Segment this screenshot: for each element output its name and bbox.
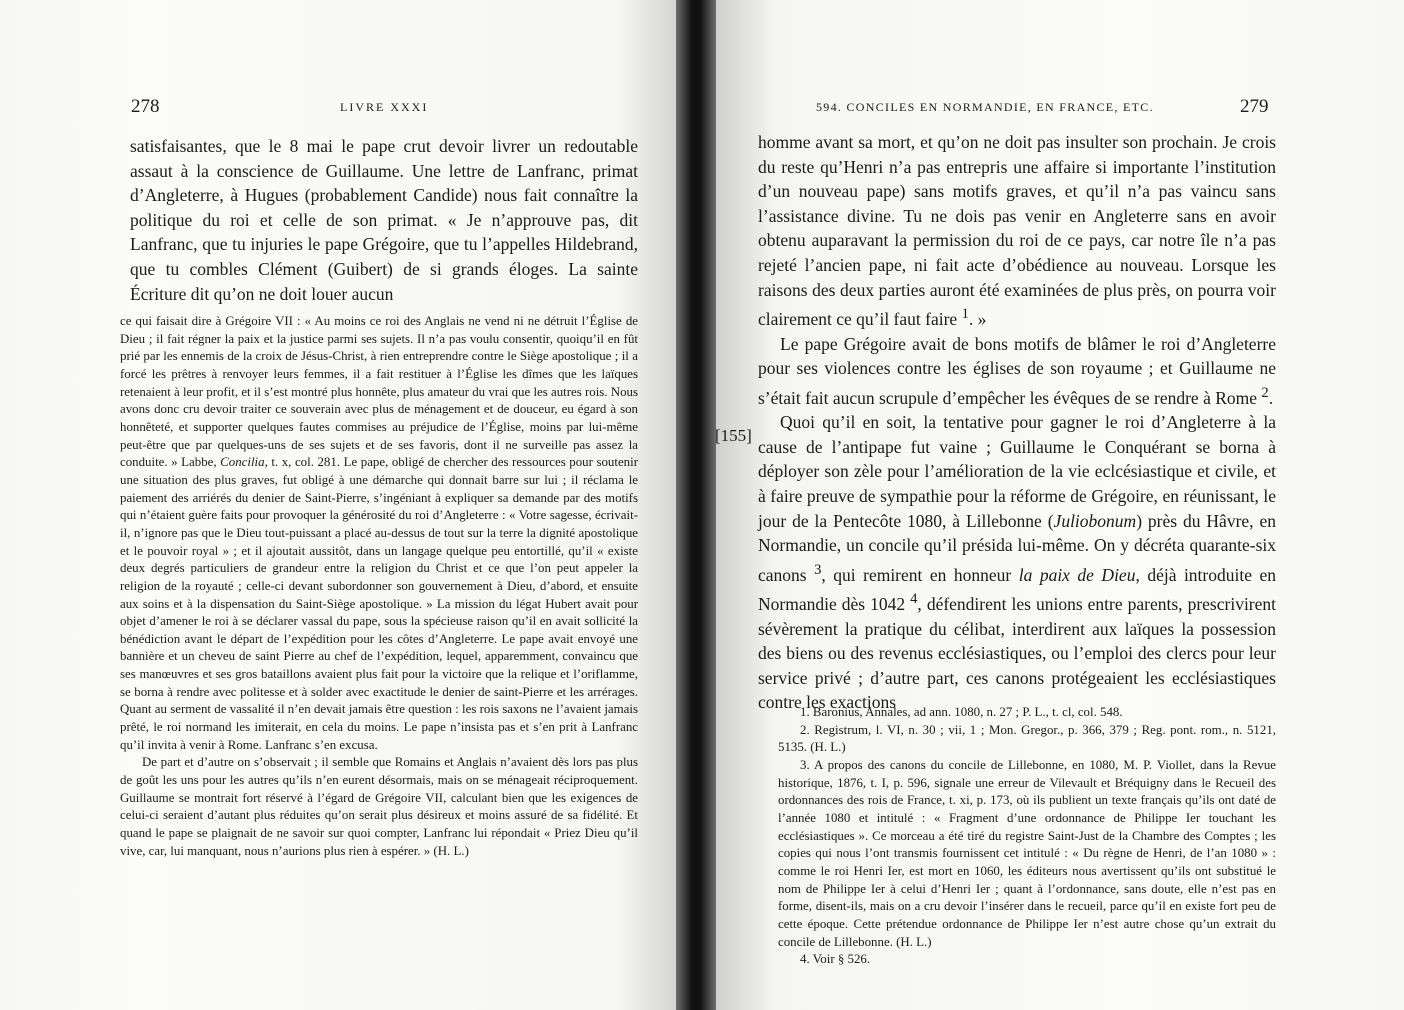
footnote-text: , t. x, col. 281. Le pape, obligé de chercher des ressources pour soutenir une situation des plus graves, fut obligé à une démarche qui donnait barre sur lui ; il réclama le paiement des arriérés du denier de Saint-Pierre, s’ingéniant à expliquer sa demande par des motifs qui n’étaient guère faits pour provoquer la générosité du roi d’Angleterre : « Votre sagesse, écrivait-il, n’ignore pas que le Dieu tout-puissant a placé au-dessus de tout sur la terre la dignité apostolique et le pouvoir royal » ; et il ajoutait aussitôt, dans un langage quelque peu entortillé, qu’il « existe deux degrés particuliers de grandeur entre la religion du Christ et ce que l’on peut appeler la religion de la royauté ; celle-ci devant subordonner son gouvernement à Dieu, d’abord, et ensuite aux soins et à la dispensation du Saint-Siège apostolique. » La mission du légat Hubert avait pour objet d’amener le roi à se déclarer vassal du pape, sous la spécieuse raison qu’il en avait sollicité la bénédiction avant le départ de l’expédition pour les côtes d’Angleterre. Le pape avait envoyé une bannière et un cheveu de saint Pierre au chef de l’expédition, lequel, apparemment, convaincu que ses manœuvres et ses gros bataillons avaient plus fait pour la victoire que la relique et l’oriflamme, se borna à rendre avec politesse et à solder avec exactitude le denier de saint-Pierre et les arrérages. Quant au serment de vassalité il n’en devait jamais être question : les rois saxons ne l’avaient jamais prêté, le roi normand les imiterait, en cela du moins. Le pape n’insista pas et s’en prit à Lanfranc qu’il invita à venir à Rome. Lanfranc s’en excusa. bbox=[120, 455, 638, 752]
footnotes bbox=[120, 313, 638, 860]
text-run: Le pape Grégoire avait de bons motifs de blâmer le roi d’Angleterre pour ses violences contre les églises de son royaume ; et Guillaume ne s’était fait aucun scrupule d’empêcher les évêques de se rendre à Rome bbox=[758, 333, 1276, 408]
page-number: 279 bbox=[1240, 96, 1269, 117]
footnote-ref[interactable]: 3 bbox=[814, 561, 822, 578]
footnote-paragraph: De part et d’autre on s’observait ; il semble que Romains et Anglais n’avaient dès lors pas plus de goût les uns pour les autres qu’ils n’en eurent désormais, mais on se ménageait réciproquement. Guillaume se montrait fort réservé à l’égard de Grégoire VII, calculant bien que les exigences de celui-ci seraient d’autant plus réduites qu’on serait plus désireux et moins assuré de sa fidélité. Et quand le pape se plaignait de ne savoir sur quoi compter, Lanfranc lui répondait « Priez Dieu qu’il vive, car, lui manquant, nous n’aurions plus rien à espérer. » (H. L.) bbox=[120, 755, 638, 858]
main-text bbox=[130, 134, 638, 306]
paragraph: satisfaisantes, que le 8 mai le pape crut devoir livrer un redoutable assaut à la conscience de Guillaume. Une lettre de Lanfranc, primat d’Angleterre, à Hugues (probablement Candide) nous fait connaître la politique du roi et celle de son primat. « Je n’approuve pas, dit Lanfranc, que tu injuries le pape Grégoire, que tu l’appelles Hildebrand, que tu combles Clément (Guibert) de si grands éloges. La sainte Écriture dit qu’on ne doit louer aucun bbox=[130, 136, 638, 304]
text-run: , défendirent les unions entre parents, prescrivirent sévèrement la pratique du célibat, interdirent aux laïques la possession des biens ou des revenus ecclésiastiques, ou l’emploi des clercs pour leur service privé ; d’autre part, ces canons protégeaient les ecclésiastiques contre les exactions bbox=[758, 594, 1277, 713]
text-run: , qui remirent en honneur bbox=[821, 564, 1019, 585]
footnote-ref[interactable]: 4 bbox=[910, 591, 918, 608]
paragraph bbox=[758, 130, 1276, 332]
italic-title: Concilia bbox=[220, 455, 265, 470]
italic-text: Juliobonum bbox=[1053, 510, 1137, 531]
footnote-ref[interactable]: 1 bbox=[961, 306, 969, 323]
text-run: homme avant sa mort, et qu’on ne doit pas insulter son prochain. Je crois du reste qu’Henri n’a pas entrepris une affaire si importante l’institution d’un nouveau pape) sans motifs graves, et qu’il n’a pas vaincu sans l’assistance divine. Tu ne dois pas venir en Angleterre sans en avoir obtenu auparavant la permission du roi de ce pays, car notre île n’a pas rejeté l’ancien pape, ni fait acte d’obédience au nouveau. Lorsque les raisons des deux parties auront été examinées de plus près, on pourra voir clairement ce qu’il faut faire bbox=[758, 132, 1276, 329]
text-run: ) près du Hâvre, en Normandie, un concile qu’il présida lui-même. On y décréta quarante-six canons bbox=[758, 510, 1276, 585]
footnote-3: 3. A propos des canons du concile de Lillebonne, en 1080, M. P. Viollet, dans la Revue historique, 1876, t. I, p. 596, signale une erreur de Vilevault et Bréquigny dans le Recueil des ordonnances des rois de France, t. xi, p. 173, où ils publient un texte français qu’ils ont daté de l’année 1080 et intitulé : « Fragment d’une ordonnance de Philippe Ier touchant les ecclésiastiques ». Ce morceau a été tiré du registre Saint-Just de la Chambre des Comptes ; les copies qui nous l’ont transmis fournissent cet intitulé : « Du règne de Henri, de l’an 1080 » : comme le roi Henri Ier, est mort en 1060, les éditeurs nous avertissent qu’ils ont substitué le nom de Philippe Ier à celui d’Henri Ier ; quant à l’ordonnance, sans doute, elle n’est pas en forme, disent-ils, mais on a cru devoir l’insérer dans le recueil, parce qu’il en existe fort peu de cette époque. Cette prétendue ordonnance de Philippe Ier n’est autre chose qu’un extrait du concile de Lillebonne. (H. L.) bbox=[778, 757, 1276, 949]
text-run: . bbox=[1268, 387, 1274, 408]
footnote-1: 1. Baronius, Annales, ad ann. 1080, n. 27 ; P. L., t. cl, col. 548. bbox=[800, 705, 1123, 719]
main-text bbox=[758, 130, 1276, 715]
footnote-2: 2. Registrum, l. VI, n. 30 ; vii, 1 ; Mon. Gregor., p. 366, 379 ; Reg. pont. rom., n. 5121, 5135. (H. L.) bbox=[778, 722, 1276, 755]
footnotes bbox=[778, 704, 1276, 969]
page-number: 278 bbox=[131, 96, 160, 117]
running-header: 594. CONCILES EN NORMANDIE, EN FRANCE, ETC. bbox=[816, 100, 1154, 114]
left-page bbox=[0, 0, 686, 1010]
footnote-paragraph bbox=[120, 313, 638, 754]
text-run: . » bbox=[968, 308, 987, 329]
footnote-ref[interactable]: 2 bbox=[1261, 384, 1269, 401]
text-run: Quoi qu’il en soit, la tentative pour gagner le roi d’Angleterre à la cause de l’antipape fut vaine ; Guillaume le Conquérant se borna à déployer son zèle pour l’amélioration de la vie eclcésiastique et civile, et à faire preuve de sympathie pour la réforme de Grégoire, en réunissant, le jour de la Pentecôte 1080, à Lillebonne ( bbox=[758, 412, 1276, 531]
footnote-4: 4. Voir § 526. bbox=[800, 952, 871, 967]
running-header: LIVRE XXXI bbox=[340, 100, 429, 114]
text-run: , déjà introduite en Normandie dès 1042 bbox=[758, 564, 1276, 614]
paragraph bbox=[758, 410, 1276, 715]
book-gutter bbox=[676, 0, 716, 1010]
italic-text: la paix de Dieu bbox=[1018, 564, 1136, 585]
margin-page-marker: [155] bbox=[715, 426, 752, 445]
right-page bbox=[706, 0, 1404, 1010]
paragraph bbox=[758, 332, 1276, 411]
footnote-text: ce qui faisait dire à Grégoire VII : « Au moins ce roi des Anglais ne vend ni ne détruit l’Église de Dieu ; il fait régner la paix et la justice parmi ses sujets. Il n’a pas voulu consentir, quoiqu’il en fût prié par les ennemis de la croix de Jésus-Christ, à rien entreprendre contre le Siège apostolique ; il a forcé les prêtres à renvoyer leurs femmes, il a fait restituer à l’Église les dîmes que les laïques retenaient à leur profit, et il s’est montré plus honnête, plus amateur du vrai que les autres rois. Nous avons donc cru devoir traiter ce souverain avec plus de ménagement et de douceur, eu égard à son honnêteté, et supporter quelques fautes commises au préjudice de l’Église, moins par lui-même peut-être que par quelques-uns de ses sujets et de ses favoris, dont il ne surveille pas assez la conduite. » Labbe, bbox=[120, 314, 638, 470]
